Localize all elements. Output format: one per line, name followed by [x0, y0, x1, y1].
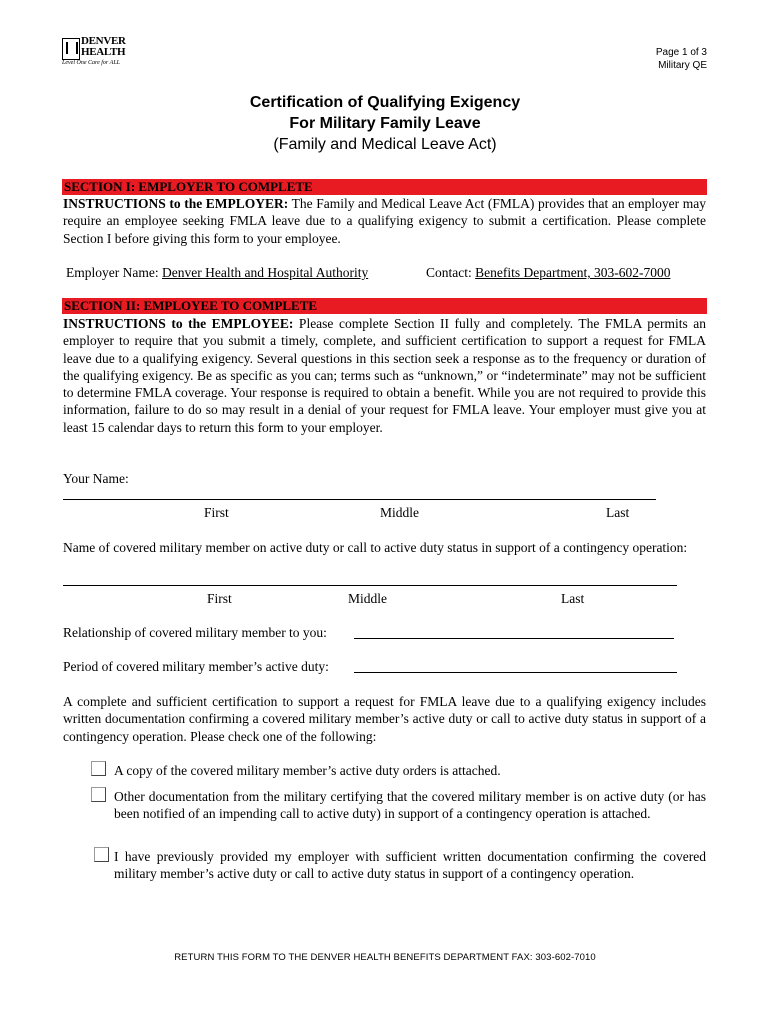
section1-instructions-label: INSTRUCTIONS to the EMPLOYER: [63, 196, 289, 211]
page-info [656, 46, 707, 72]
relationship-field[interactable] [354, 638, 674, 639]
option2-checkbox[interactable] [91, 787, 106, 802]
logo-emblem-icon [62, 38, 80, 60]
section2-instructions-label: INSTRUCTIONS to the EMPLOYEE: [63, 316, 294, 331]
option3-text: I have previously provided my employer with sufficient written documentation confirming the covered military member’s active duty or call to active duty status in support of a contingency operation. [114, 849, 706, 882]
certification-intro: A complete and sufficient certification to support a request for FMLA leave due to a qualifying exigency includes written documentation confirming a covered military member’s active duty or call to active duty status in support of a contingency operation. Please check one of the following: [63, 694, 706, 744]
option1-text: A copy of the covered military member’s active duty orders is attached. [114, 763, 501, 778]
form-code: Military QE [658, 60, 707, 71]
document-title [0, 92, 770, 155]
contact-line [426, 264, 670, 281]
employer-name-line [66, 264, 368, 281]
title-line2: For Military Family Leave [289, 115, 481, 132]
section2-heading: SECTION II: EMPLOYEE TO COMPLETE [62, 298, 707, 314]
logo-name [81, 36, 126, 58]
logo-tagline: Level One Care for ALL [62, 60, 120, 66]
your-name-middle-label: Middle [380, 505, 419, 520]
period-field[interactable] [354, 672, 677, 673]
period-label: Period of covered military member’s active duty: [63, 659, 329, 674]
option2-text: Other documentation from the military certifying that the covered military member is on active duty (or has been notified of an impending call to active duty) in support of a contingency operation is attached. [114, 789, 706, 822]
logo-name-line2: HEALTH [81, 46, 126, 58]
section2-instructions [63, 315, 706, 436]
member-name-middle-label: Middle [348, 591, 387, 606]
section2-instructions-text: Please complete Section II fully and completely. The FMLA permits an employer to require that you submit a timely, complete, and sufficient certification to support a request for FMLA leave due to a qualifying exigency. Several questions in this section seek a response as to the frequency or duration of the qualifying exigency. Be as specific as you can; terms such as “unknown,” or “indeterminate” may not be sufficient to determine FMLA coverage. Your response is required to obtain a benefit. While you are not required to provide this information, failure to do so may result in a denial of your request for FMLA leave. Your employer must give you at least 15 calendar days to return this form to your employer. [63, 316, 706, 435]
your-name-last-label: Last [606, 505, 630, 520]
option1-checkbox[interactable] [91, 761, 106, 776]
your-name-field[interactable] [63, 499, 656, 500]
section1-heading: SECTION I: EMPLOYER TO COMPLETE [62, 179, 707, 195]
option3-checkbox[interactable] [94, 847, 109, 862]
your-name-label: Your Name: [63, 471, 129, 486]
member-name-last-label: Last [561, 591, 585, 606]
footer-return-instructions: RETURN THIS FORM TO THE DENVER HEALTH BENEFITS DEPARTMENT FAX: 303-602-7010 [174, 952, 596, 963]
your-name-first-label: First [204, 505, 229, 520]
relationship-label: Relationship of covered military member to you: [63, 625, 327, 640]
member-name-label: Name of covered military member on active duty or call to active duty status in support of a contingency operation: [63, 540, 688, 555]
denver-health-logo [62, 36, 132, 68]
employer-name-label: Employer Name: [66, 265, 162, 280]
logo-name-line1: DENVER [81, 35, 126, 47]
contact-value[interactable]: Benefits Department, 303-602-7000 [475, 265, 671, 280]
member-name-first-label: First [207, 591, 232, 606]
title-line3: (Family and Medical Leave Act) [273, 136, 497, 153]
page-number: Page 1 of 3 [655, 47, 707, 58]
member-name-field[interactable] [63, 585, 677, 586]
contact-label: Contact: [426, 265, 476, 280]
section1-instructions [63, 195, 706, 247]
title-line1: Certification of Qualifying Exigency [249, 94, 521, 111]
employer-name-value[interactable]: Denver Health and Hospital Authority [161, 265, 369, 280]
section1-instructions-text: The Family and Medical Leave Act (FMLA) provides that an employer may require an employee seeking FMLA leave due to a qualifying exigency to submit a certification. Please complete Section I before giving this form to your employee. [63, 196, 706, 246]
